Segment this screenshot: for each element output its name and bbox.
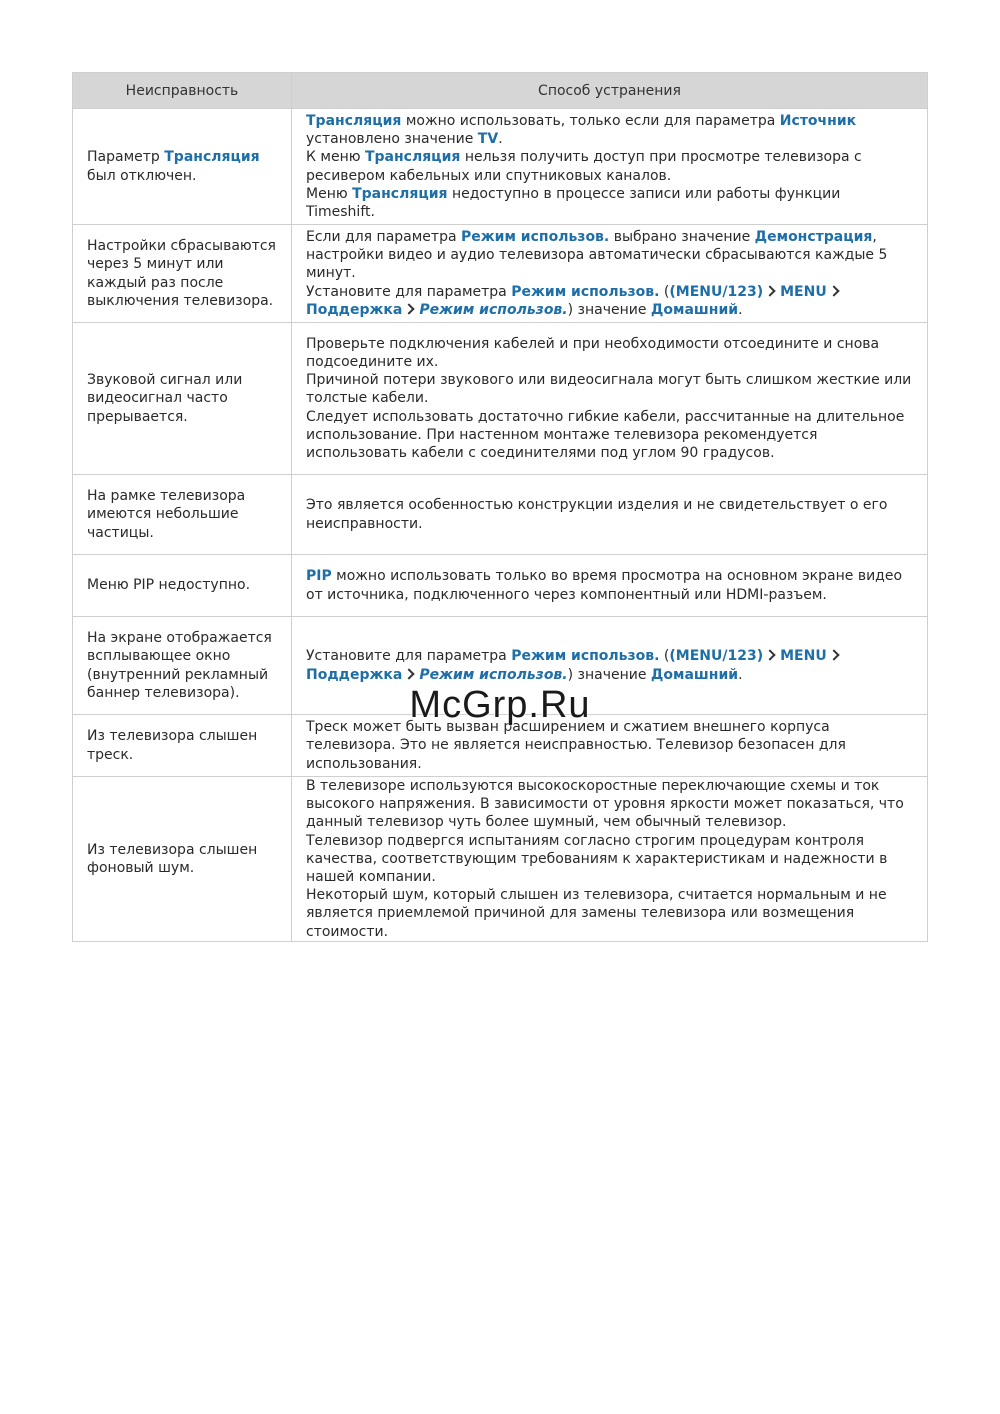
solution-paragraph: [306, 886, 913, 941]
text-run: Следует использовать достаточно гибкие кабели, рассчитанные на длительное использование. При настенном монтаже телевизора рекомендуется использовать кабели с соединителями под углом 90 градусов.: [306, 408, 905, 461]
text-run: нельзя получить доступ при просмотре телевизора с ресивером кабельных или спутниковых каналов.: [306, 149, 862, 184]
text-run: можно использовать только во время просмотра на основном экране видео от источника, подключенного через компонентный или HDMI-разъем.: [306, 568, 903, 603]
text-run: ) значение: [567, 301, 651, 318]
problem-cell: [73, 109, 292, 225]
solution-paragraph: [306, 283, 913, 319]
solution-cell: [292, 475, 928, 555]
highlighted-term: (MENU/123): [669, 648, 764, 665]
highlighted-term: Режим использов.: [511, 648, 660, 665]
solution-paragraph: [306, 112, 913, 148]
text-run: установлено значение: [306, 131, 478, 148]
solution-paragraph: [306, 496, 913, 532]
text-run: (: [659, 648, 670, 665]
text-run: Причиной потери звукового или видеосигнала могут быть слишком жесткие или толстые кабели.: [306, 372, 912, 407]
highlighted-term: Поддержка: [306, 666, 403, 683]
highlighted-term: Трансляция: [164, 149, 260, 166]
chevron-right-icon: [828, 650, 839, 661]
watermark: McGrp.Ru: [409, 684, 591, 726]
chevron-right-icon: [404, 668, 415, 679]
text-run: Если для параметра: [306, 228, 461, 245]
solution-cell: [292, 777, 928, 942]
text-run: Установите для параметра: [306, 648, 512, 665]
text-run: В телевизоре используются высокоскоростные переключающие схемы и ток высокого напряжения. В зависимости от уровня яркости может показаться, что данный телевизор чуть более шумный, чем обычный телевизор.: [306, 778, 904, 831]
solution-paragraph: [306, 832, 913, 887]
table-header-row: [73, 73, 928, 109]
text-run: Телевизор подвергся испытаниям согласно строгим процедурам контроля качества, соответствующим требованиям к характеристикам и надежности в нашей компании.: [306, 832, 888, 886]
highlighted-term: Режим использов.: [511, 283, 660, 300]
chevron-right-icon: [404, 303, 415, 314]
text-run: На экране отображается всплывающее окно (внутренний рекламный баннер телевизора).: [87, 630, 272, 701]
text-run: Из телевизора слышен фоновый шум.: [87, 841, 258, 876]
solution-paragraph: [306, 371, 913, 407]
highlighted-term: Домашний: [650, 666, 739, 683]
solution-paragraph: [306, 185, 913, 221]
solution-cell: [292, 109, 928, 225]
highlighted-term: Домашний: [650, 301, 739, 318]
table-row: [73, 323, 928, 475]
text-run: К меню: [306, 149, 365, 166]
table-row: [73, 225, 928, 323]
table-row: [73, 475, 928, 555]
solution-paragraph: [306, 567, 913, 603]
text-run: ) значение: [567, 666, 651, 683]
text-run: .: [738, 301, 743, 318]
table-row: [73, 109, 928, 225]
highlighted-term: (MENU/123): [669, 283, 764, 300]
text-run: Проверьте подключения кабелей и при необходимости отсоедините и снова подсоедините их.: [306, 335, 880, 370]
highlighted-term: MENU: [780, 648, 827, 665]
chevron-right-icon: [764, 650, 775, 661]
chevron-right-icon: [764, 285, 775, 296]
solution-cell: [292, 225, 928, 323]
highlighted-term: Режим использов.: [460, 228, 610, 245]
solution-cell: [292, 555, 928, 617]
problem-cell: [73, 323, 292, 475]
highlighted-term: Трансляция: [352, 185, 448, 202]
header-solution: Способ устранения: [292, 73, 928, 109]
table-row: [73, 555, 928, 617]
text-run: Меню PIP недоступно.: [87, 577, 251, 594]
text-run: Установите для параметра: [306, 283, 512, 300]
troubleshooting-table: [72, 72, 928, 942]
solution-paragraph: [306, 408, 913, 463]
text-run: Из телевизора слышен треск.: [87, 728, 258, 763]
text-run: Настройки сбрасываются через 5 минут или каждый раз после выключения телевизора.: [87, 238, 276, 309]
highlighted-term: Поддержка: [306, 301, 403, 318]
highlighted-term: TV: [477, 131, 499, 148]
highlighted-term: MENU: [780, 283, 827, 300]
text-run: был отключен.: [87, 167, 197, 184]
chevron-right-icon: [828, 285, 839, 296]
text-run: можно использовать, только если для параметра: [401, 112, 780, 129]
text-run: На рамке телевизора имеются небольшие частицы.: [87, 488, 246, 541]
text-run: Меню: [306, 185, 353, 202]
solution-paragraph: [306, 228, 913, 283]
highlighted-term: Режим использов.: [419, 301, 568, 318]
text-run: (: [659, 283, 670, 300]
solution-cell: [292, 323, 928, 475]
highlighted-term: Источник: [779, 112, 857, 129]
table-body: [73, 109, 928, 942]
highlighted-term: Трансляция: [364, 149, 461, 166]
text-run: Звуковой сигнал или видеосигнал часто прерывается.: [87, 372, 243, 425]
text-run: недоступно в процессе записи или работы функции Timeshift.: [306, 185, 841, 220]
solution-paragraph: [306, 777, 913, 832]
text-run: выбрано значение: [609, 228, 755, 245]
highlighted-term: Режим использов.: [419, 666, 568, 683]
text-run: .: [498, 131, 503, 148]
highlighted-term: Демонстрация: [754, 228, 873, 245]
text-run: .: [738, 666, 743, 683]
text-run: Некоторый шум, который слышен из телевизора, считается нормальным и не является приемлемой причиной для замены телевизора или возмещения стоимости.: [306, 887, 887, 940]
header-problem: Неисправность: [73, 73, 292, 109]
problem-cell: [73, 777, 292, 942]
text-run: Это является особенностью конструкции изделия и не свидетельствует о его неисправности.: [306, 497, 888, 532]
problem-cell: [73, 555, 292, 617]
problem-cell: [73, 225, 292, 323]
text-run: , настройки видео и аудио телевизора автоматически сбрасываются каждые 5 минут.: [306, 228, 888, 282]
solution-paragraph: [306, 148, 913, 184]
table-row: [73, 777, 928, 942]
text-run: Параметр: [87, 149, 165, 166]
highlighted-term: PIP: [306, 568, 332, 585]
highlighted-term: Трансляция: [306, 112, 402, 129]
text-run: Треск может быть вызван расширением и сжатием внешнего корпуса телевизора. Это не является неисправностью. Телевизор безопасен для использования.: [306, 719, 846, 772]
problem-cell: [73, 475, 292, 555]
solution-paragraph: [306, 335, 913, 371]
solution-paragraph: [306, 647, 913, 683]
